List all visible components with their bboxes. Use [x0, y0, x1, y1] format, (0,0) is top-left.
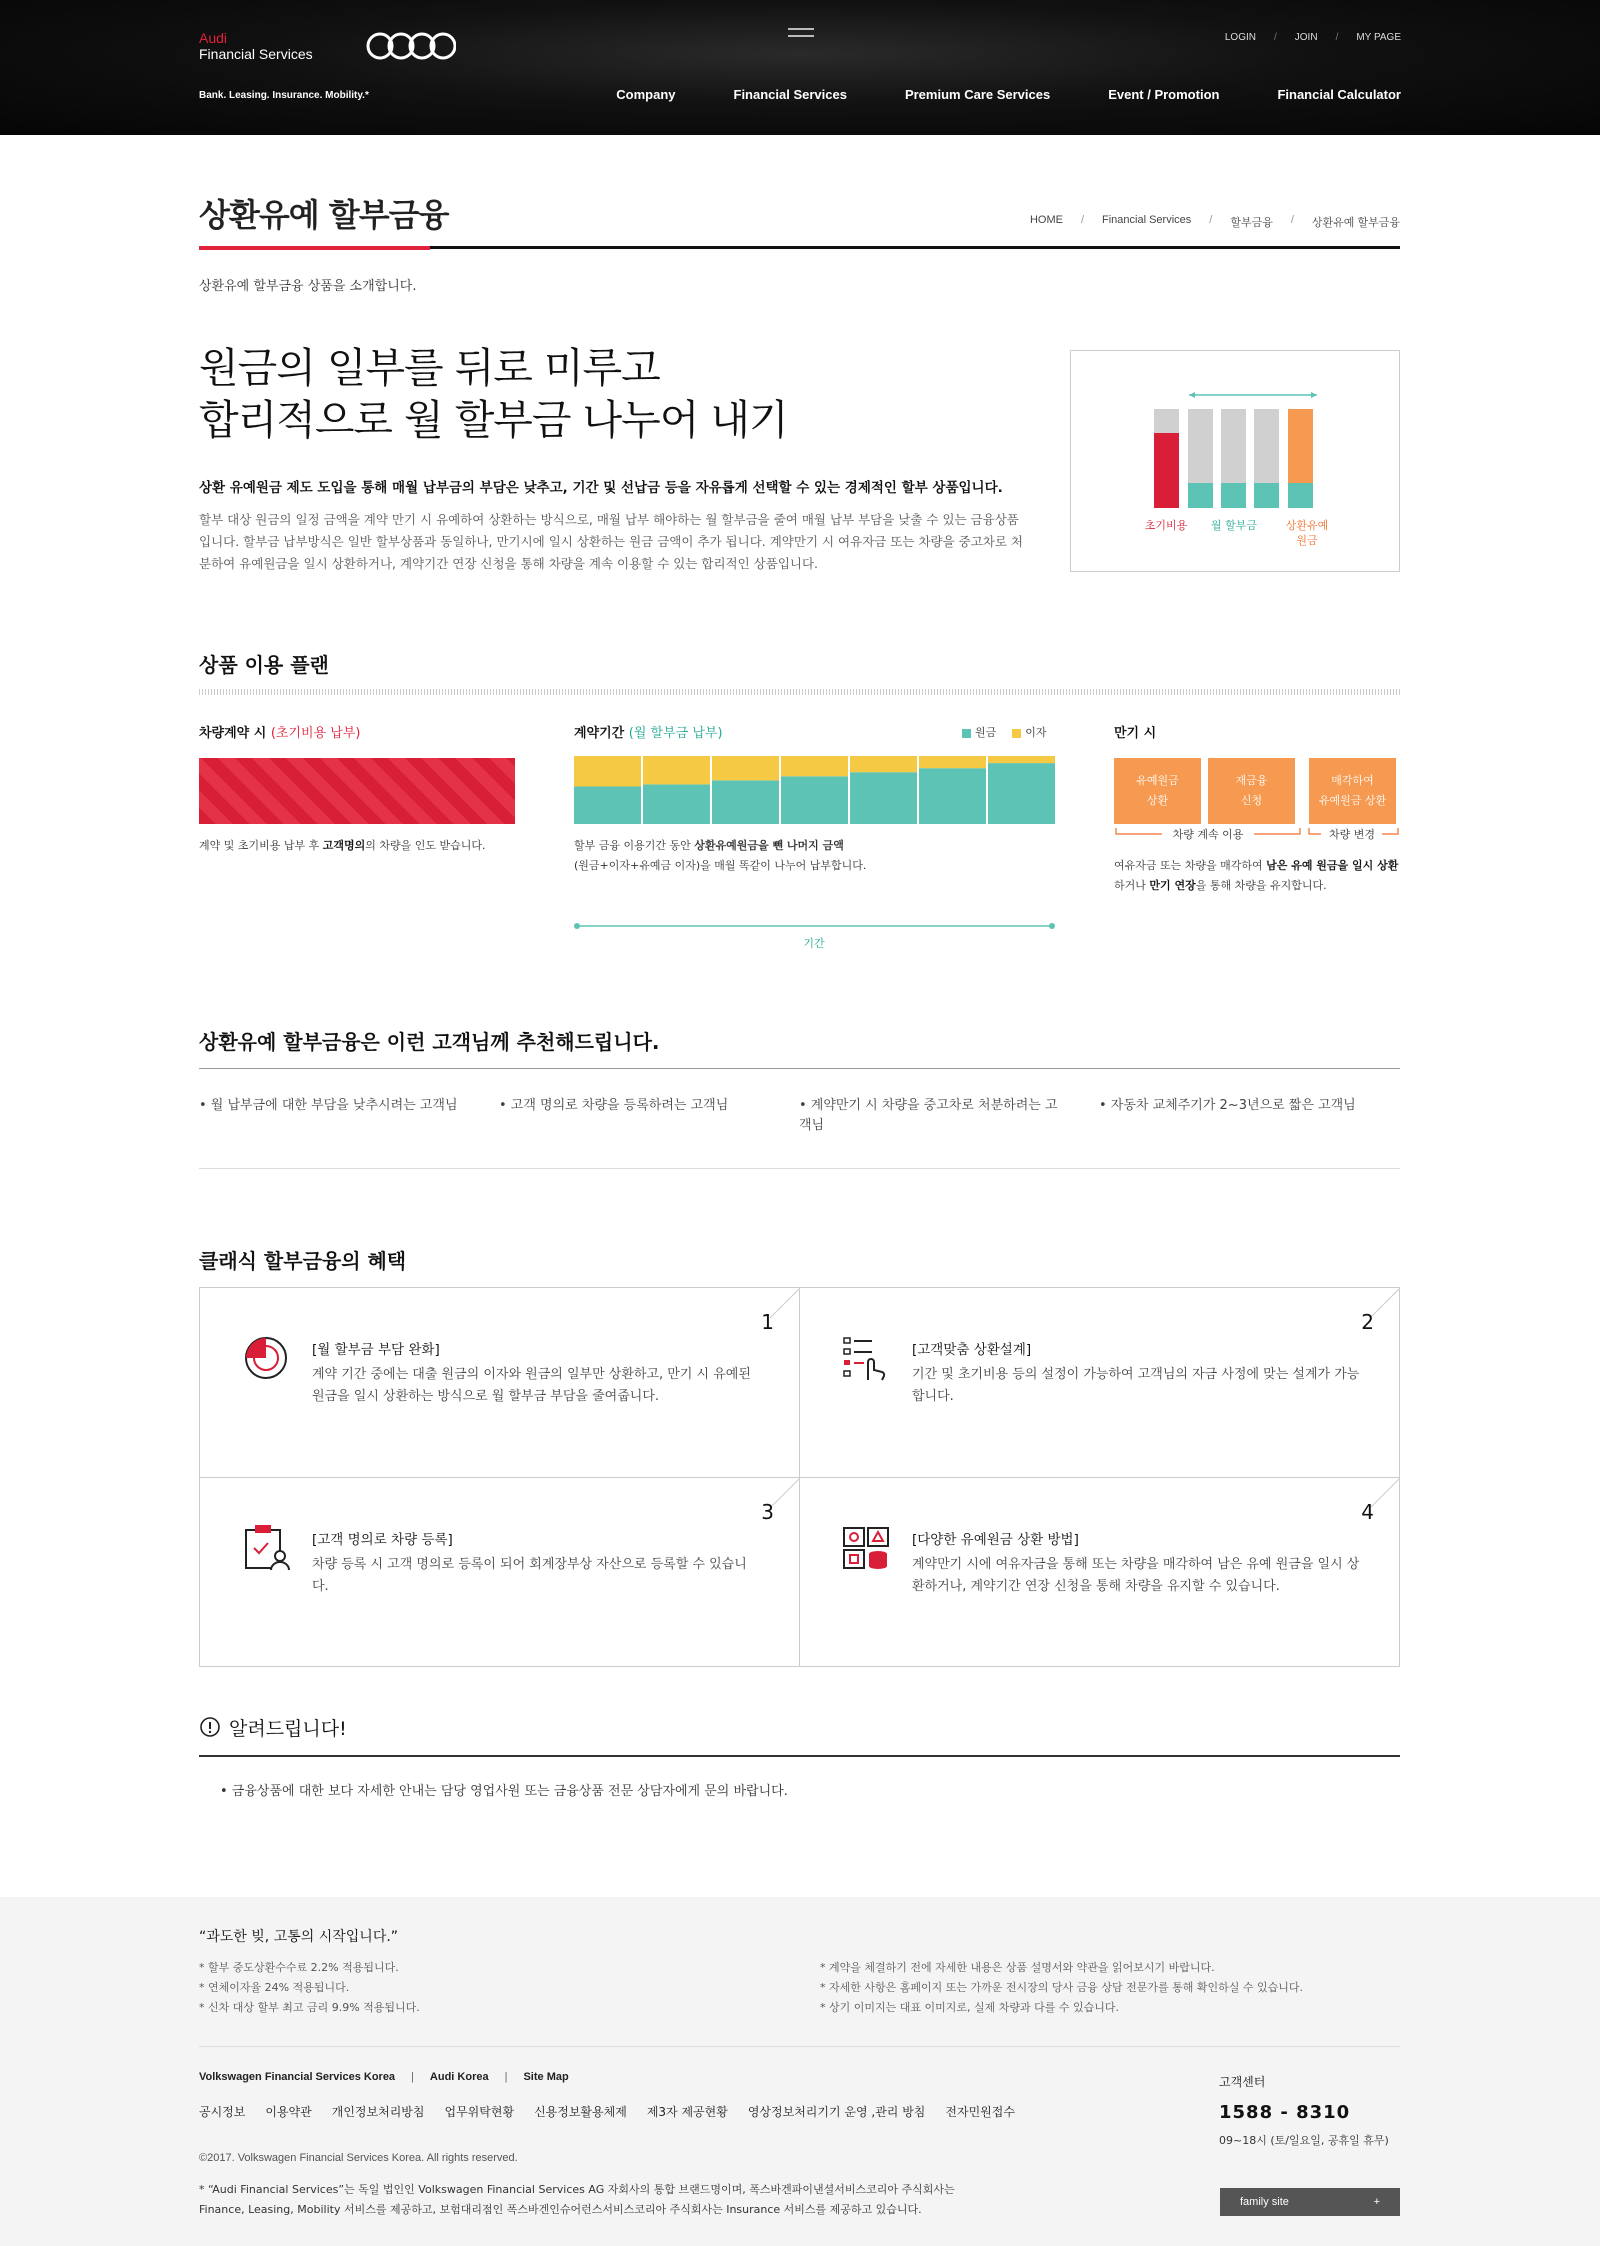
info-alert-icon	[199, 1716, 221, 1738]
plan-step1-label: 차량계약 시	[199, 726, 267, 741]
nav-company[interactable]: Company	[616, 87, 676, 102]
customer-center-hours: 09~18시 (토/일요일, 공휴일 휴무)	[1219, 2134, 1389, 2147]
bar-interest-5	[850, 756, 917, 772]
bar-principal-4	[781, 776, 848, 824]
hamburger-menu-icon[interactable]	[788, 28, 814, 44]
headline-line-2: 합리적으로 월 할부금 나누어 내기	[199, 396, 788, 444]
breadcrumb-home[interactable]: HOME	[1029, 214, 1063, 226]
bar-principal-2	[643, 784, 710, 824]
monthly-payment-chart	[574, 756, 1055, 824]
benefit-title: [다양한 유예원금 상환 방법]	[912, 1532, 1079, 1548]
page-intro: 상환유예 할부금융 상품을 소개합니다.	[199, 279, 417, 294]
nav-financial-calculator[interactable]: Financial Calculator	[1277, 87, 1401, 102]
footer-notes-right: * 계약을 체결하기 전에 자세한 내용은 상품 설명서와 약관을 읽어보시기 바랍니다. * 자세한 사항은 홈페이지 또는 가까운 전시장의 당사 금융 상담 전문가를 통해 확인하실 수 있습니다. * 상기 이미지는 대표 이미지로, 실제 차량과 다를 수 있습니다.	[820, 1961, 1303, 2014]
bar-principal-3	[712, 780, 779, 824]
bar-interest-4	[781, 756, 848, 776]
bar-principal-1	[574, 786, 641, 824]
join-link[interactable]: JOIN	[1294, 32, 1318, 43]
brace-change-vehicle: 차량 변경	[1328, 828, 1376, 841]
chart-legend	[962, 724, 1047, 740]
breadcrumb-installment[interactable]: 할부금융	[1230, 217, 1273, 229]
benefit-desc: 차량 등록 시 고객 명의로 등록이 되어 회계장부상 자산으로 등록할 수 있습니다.	[312, 1557, 747, 1594]
footer-policy-links	[199, 2103, 1015, 2120]
nav-financial-services[interactable]: Financial Services	[733, 87, 847, 102]
legend-interest: 이자	[1012, 724, 1046, 740]
footer-notes-left: * 할부 중도상환수수료 2.2% 적용됩니다. * 연체이자율 24% 적용됩니다. * 신차 대상 할부 최고 금리 9.9% 적용됩니다.	[199, 1961, 420, 2014]
nav-premium-care[interactable]: Premium Care Services	[904, 87, 1051, 102]
brand-logo-text[interactable]	[199, 30, 313, 62]
audi-rings-logo[interactable]	[366, 30, 456, 62]
option-repay-principal: 유예원금 상환	[1114, 758, 1201, 824]
period-axis-label: 기간	[803, 937, 825, 950]
footer-disclaimer: * “Audi Financial Services”는 독일 법인인 Volkswagen Financial Services AG 자회사의 통합 브랜드명이며, 폭스바겐파이낸셜서비스코리아 주식회사는 Finance, Leasing, Mobility 서비스를 제공하고, 보험대리점인 폭스바겐인슈어런스서비스코리아 주식회사는 Insurance 서비스를 제공하고 있습니다.	[199, 2183, 955, 2216]
recommend-divider	[199, 1068, 1400, 1069]
bar-principal-6	[919, 768, 986, 824]
clipboard-user-icon	[242, 1522, 292, 1572]
brand-tagline: Bank. Leasing. Insurance. Mobility.*	[199, 90, 369, 101]
benefit-desc: 계약 기간 중에는 대출 원금의 이자와 원금의 일부만 상환하고, 만기 시 유예된 원금을 일시 상환하는 방식으로 월 할부금 부담을 줄여줍니다.	[312, 1367, 751, 1404]
nav-event-promotion[interactable]: Event / Promotion	[1108, 87, 1220, 102]
mypage-link[interactable]: MY PAGE	[1356, 32, 1401, 43]
footer-link[interactable]: 업무위탁현황	[444, 2105, 515, 2119]
label-monthly: 월 할부금	[1210, 519, 1258, 532]
plan-section-title: 상품 이용 플랜	[199, 653, 329, 677]
title-accent	[199, 246, 430, 250]
benefits-grid	[199, 1287, 1400, 1667]
pie-chart-icon	[242, 1332, 292, 1382]
benefit-card-1: 1 [월 할부금 부담 완화] 계약 기간 중에는 대출 원금의 이자와 원금의 일부만 상환하고, 만기 시 유예된 원금을 일시 상환하는 방식으로 월 할부금 부담을 줄여줍니다.	[200, 1288, 800, 1477]
family-site-select[interactable]	[1220, 2188, 1400, 2216]
hero-headline	[199, 342, 788, 446]
bar-interest-7	[988, 756, 1055, 763]
footer-link[interactable]: 신용정보활용체제	[534, 2105, 627, 2119]
benefit-card-4: 4 [다양한 유예원금 상환 방법] 계약만기 시에 여유자금을 통해 또는 차량을 매각하여 남은 유예 원금을 일시 상환하거나, 계약기간 연장 신청을 통해 차량을 유지할 수 있습니다.	[800, 1478, 1400, 1667]
notice-title: 알려드립니다!	[229, 1718, 347, 1740]
plan-divider	[199, 689, 1400, 695]
site-header	[0, 0, 1600, 135]
diagram-svg	[1071, 351, 1401, 573]
plan-step2-highlight: (월 할부금 납부)	[628, 726, 723, 741]
bar-interest-6	[919, 756, 986, 768]
benefits-section-title: 클래식 할부금융의 혜택	[199, 1249, 407, 1273]
bar-interest-3	[712, 756, 779, 780]
breadcrumb-current: 상환유예 할부금융	[1311, 217, 1400, 229]
footer-quote: “과도한 빚, 고통의 시작입니다.”	[199, 1929, 399, 1945]
footer-link[interactable]: 제3자 제공현황	[646, 2105, 728, 2119]
recommend-bottom-divider	[199, 1168, 1400, 1169]
options-icon	[842, 1522, 892, 1572]
customer-center-phone: 1588 - 8310	[1219, 2102, 1351, 2123]
plan-step1-title	[199, 722, 360, 741]
label-initial-cost: 초기비용	[1144, 519, 1188, 532]
benefit-card-3: 3 [고객 명의로 차량 등록] 차량 등록 시 고객 명의로 등록이 되어 회계장부상 자산으로 등록할 수 있습니다.	[200, 1478, 800, 1667]
breadcrumb: HOME / Financial Services / 할부금융 / 상환유예 할부금융	[1029, 214, 1400, 229]
plan-step1-desc: 계약 및 초기비용 납부 후 고객명의의 차량을 인도 받습니다.	[199, 839, 486, 852]
customer-center-label: 고객센터	[1219, 2075, 1266, 2089]
benefit-desc: 계약만기 시에 여유자금을 통해 또는 차량을 매각하여 남은 유예 원금을 일시 상환하거나, 계약기간 연장 신청을 통해 차량을 유지할 수 있습니다.	[912, 1557, 1360, 1594]
checklist-icon	[842, 1332, 892, 1382]
benefit-card-2: 2 [고객맞춤 상환설계] 기간 및 초기비용 등의 설정이 가능하여 고객님의 자금 사정에 맞는 설계가 가능합니다.	[800, 1288, 1400, 1477]
plan-step2-label: 계약기간	[574, 726, 625, 741]
list-item: • 계약만기 시 차량을 중고차로 처분하려는 고객님	[799, 1098, 1058, 1133]
bar-principal-5	[850, 772, 917, 824]
benefit-title: [고객맞춤 상환설계]	[912, 1342, 1032, 1358]
list-item: • 자동차 교체주기가 2~3년으로 짧은 고객님	[1099, 1098, 1356, 1113]
period-axis	[574, 920, 1055, 952]
brand-financial-services: Financial Services	[199, 46, 313, 62]
breadcrumb-financial-services[interactable]: Financial Services	[1102, 214, 1192, 226]
copyright: ©2017. Volkswagen Financial Services Korea. All rights reserved.	[199, 2152, 518, 2164]
headline-line-1: 원금의 일부를 뒤로 미루고	[199, 344, 660, 392]
footer-link[interactable]: 이용약관	[265, 2105, 312, 2119]
benefit-title: [고객 명의로 차량 등록]	[312, 1532, 453, 1548]
footer-divider	[199, 2046, 1400, 2047]
plan-step3-desc: 여유자금 또는 차량을 매각하여 남은 유예 원금을 일시 상환 하거나 만기 연장을 통해 차량을 유지합니다.	[1114, 859, 1399, 892]
benefit-desc: 기간 및 초기비용 등의 설정이 가능하여 고객님의 자금 사정에 맞는 설계가 가능합니다.	[912, 1367, 1360, 1404]
footer-link[interactable]: 전자민원접수	[945, 2105, 1015, 2119]
option-brace	[1114, 826, 1404, 848]
plan-step2-title	[574, 722, 723, 741]
vwfs-korea-link[interactable]: Volkswagen Financial Services Korea	[199, 2071, 396, 2083]
bar-interest-2	[643, 756, 710, 784]
footer-link[interactable]: 영상정보처리기기 운영 ,관리 방침	[747, 2105, 926, 2119]
plan-step3-title: 만기 시	[1114, 726, 1157, 741]
list-item: • 고객 명의로 차량을 등록하려는 고객님	[499, 1098, 729, 1113]
label-principal: 원금	[1296, 534, 1318, 547]
footer-corporate-links: Volkswagen Financial Services Korea | Audi Korea | Site Map	[199, 2071, 569, 2083]
utility-nav: LOGIN / JOIN / MY PAGE	[1224, 32, 1401, 43]
plan-step1-highlight: (초기비용 납부)	[270, 726, 361, 741]
bar-interest-1	[574, 756, 641, 786]
family-site-label: family site	[1240, 2196, 1289, 2208]
label-deferred: 상환유예	[1285, 519, 1329, 532]
option-sell-and-repay: 매각하여 유예원금 상환	[1309, 758, 1396, 824]
option-refinance: 재금융 신청	[1208, 758, 1295, 824]
notice-divider	[199, 1755, 1400, 1757]
plus-icon: +	[1373, 2196, 1380, 2208]
sitemap-link[interactable]: Site Map	[523, 2071, 569, 2083]
main-nav	[616, 87, 1401, 102]
page-title: 상환유예 할부금융	[199, 196, 449, 234]
hero-lead-body: 할부 대상 원금의 일정 금액을 계약 만기 시 유예하여 상환하는 방식으로, 매월 납부 해야하는 월 할부금을 줄여 매월 납부 부담을 낮출 수 있는 금융상품입니다. 할부금 납부방식은 일반 할부상품과 동일하나, 만기시에 일시 상환하는 원금 금액이 추가 됩니다. 계약만기 시 여유자금 또는 차량을 중고차로 처분하여 유예원금을 일시 상환하거나, 계약기간 연장 신청을 통해 차량을 계속 이용할 수 있는 합리적인 상품입니다.	[199, 512, 1023, 571]
initial-cost-bar	[199, 758, 515, 824]
login-link[interactable]: LOGIN	[1224, 32, 1256, 43]
footer-link[interactable]: 개인정보처리방침	[331, 2105, 425, 2119]
recommend-section-title: 상환유예 할부금융은 이런 고객님께 추천해드립니다.	[199, 1030, 660, 1054]
deferred-payment-diagram	[1070, 350, 1400, 572]
legend-principal: 원금	[962, 724, 996, 740]
brand-audi: Audi	[199, 30, 228, 46]
bar-principal-7	[988, 763, 1055, 824]
footer-link[interactable]: 공시정보	[199, 2105, 246, 2119]
plan-step2-desc: 할부 금융 이용기간 동안 상환유예원금을 뺀 나머지 금액 (원금+이자+유예금 이자)을 매월 똑같이 나누어 납부합니다.	[574, 839, 867, 872]
recommend-list	[199, 1096, 1400, 1136]
benefit-title: [월 할부금 부담 완화]	[312, 1342, 440, 1358]
notice-text: • 금융상품에 대한 보다 자세한 안내는 담당 영업사원 또는 금융상품 전문 상담자에게 문의 바랍니다.	[220, 1784, 788, 1799]
hero-lead-bold: 상환 유예원금 제도 도입을 통해 매월 납부금의 부담은 낮추고, 기간 및 선납금 등을 자유롭게 선택할 수 있는 경제적인 할부 상품입니다.	[199, 480, 1003, 496]
list-item: • 월 납부금에 대한 부담을 낮추시려는 고객님	[199, 1098, 458, 1113]
brace-keep-vehicle: 차량 계속 이용	[1172, 828, 1244, 841]
audi-korea-link[interactable]: Audi Korea	[429, 2071, 489, 2083]
